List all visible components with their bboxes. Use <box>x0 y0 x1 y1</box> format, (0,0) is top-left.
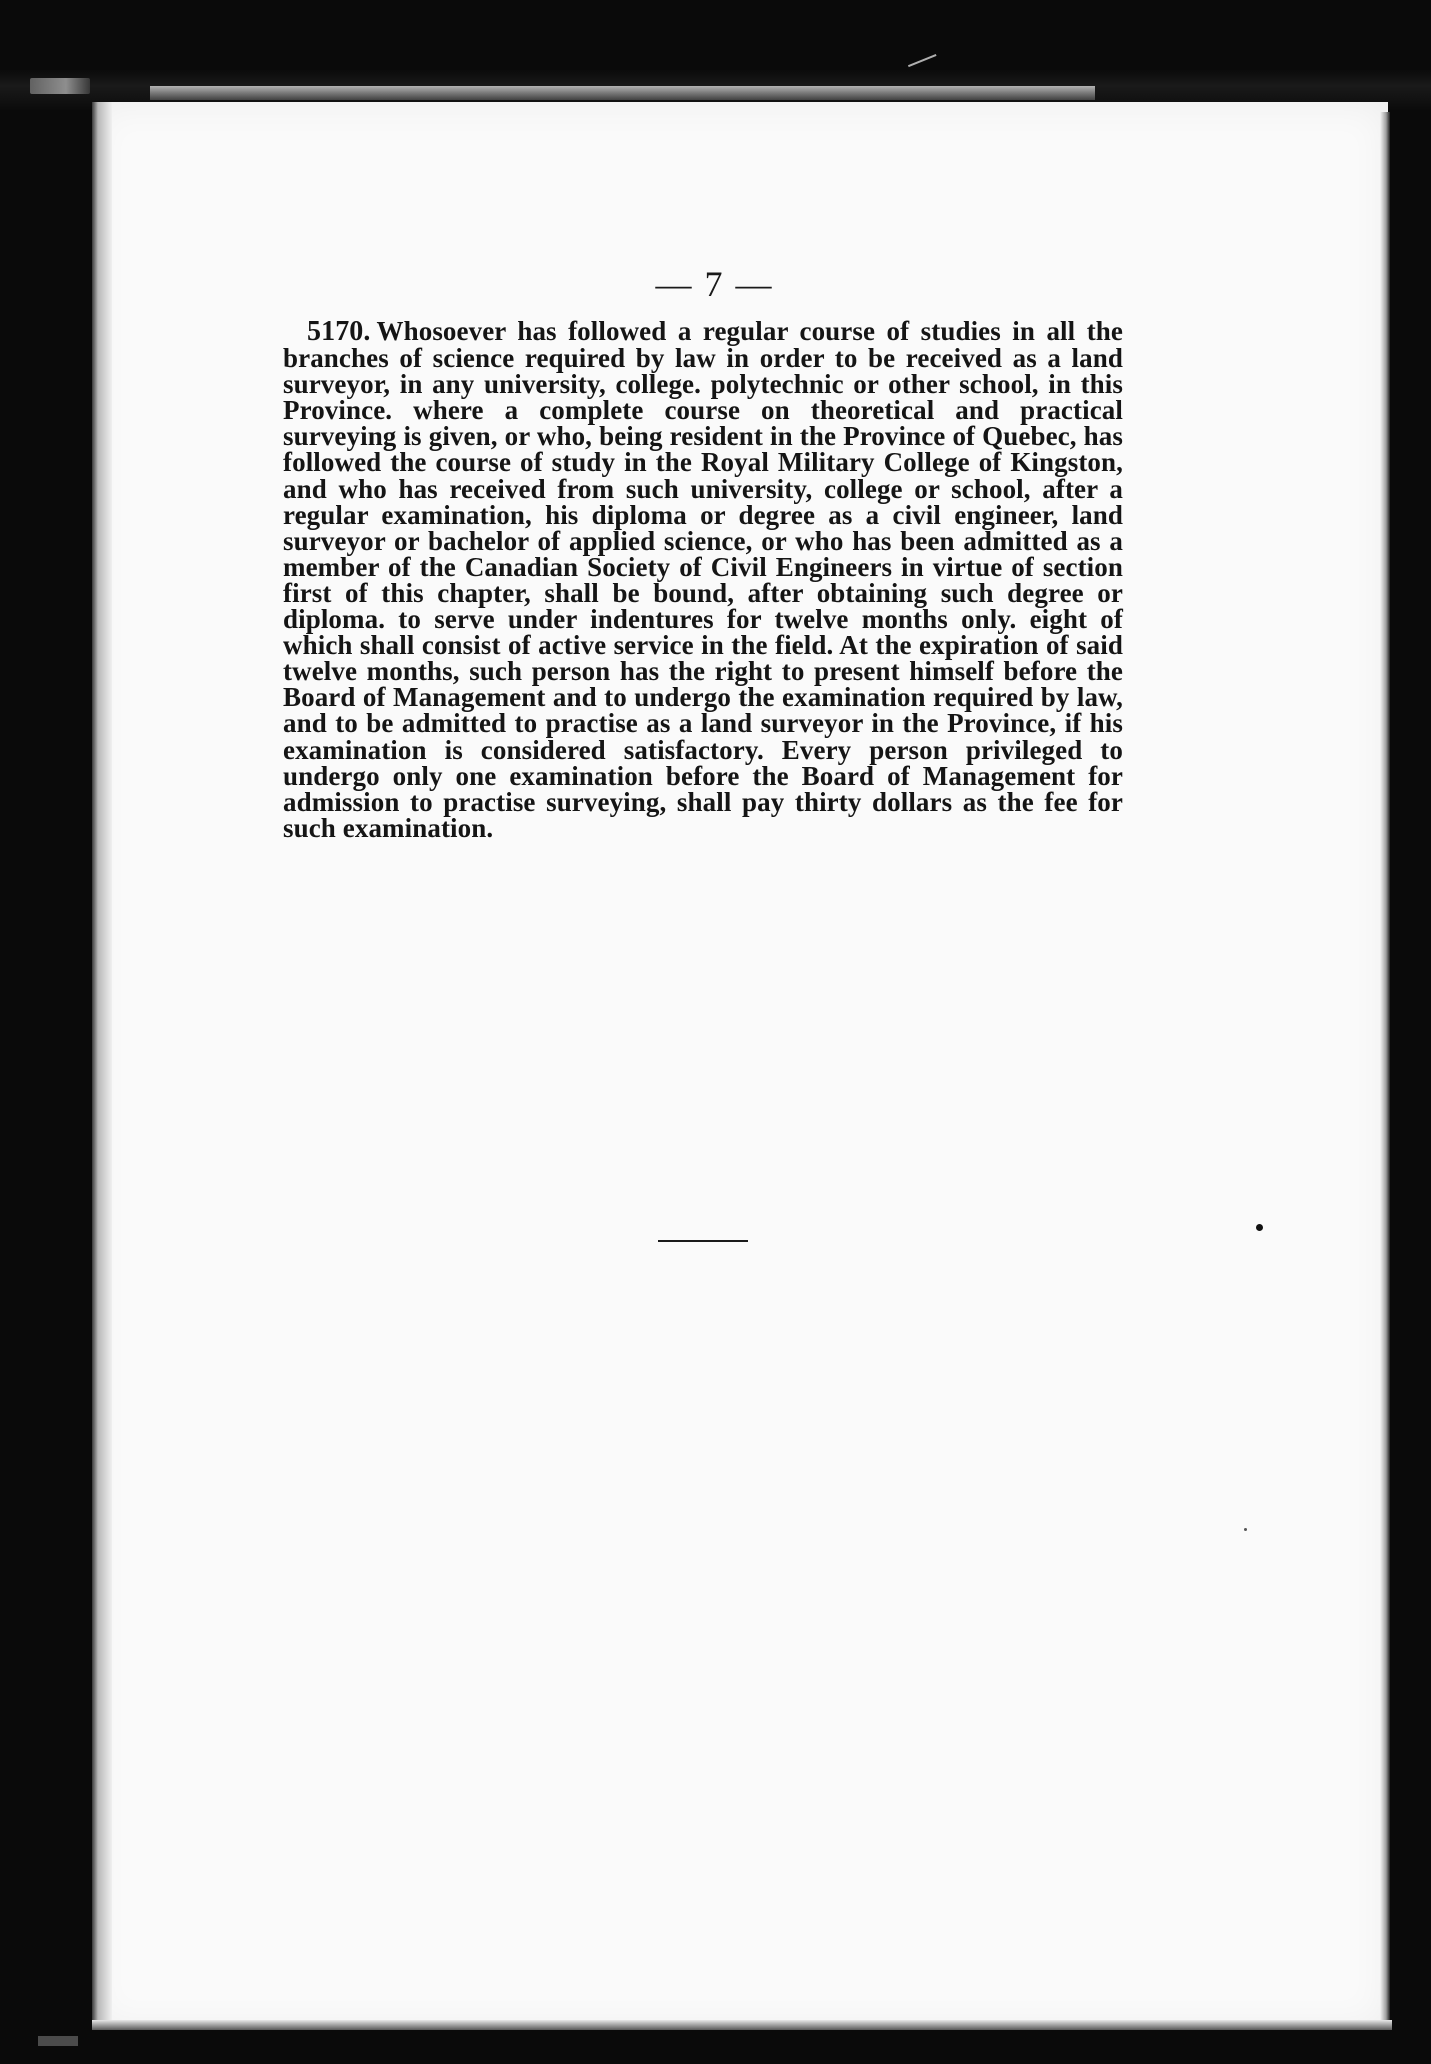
scan-scratch <box>903 43 936 67</box>
section-number: 5170. <box>307 316 371 347</box>
page-bottom-edge <box>92 2020 1392 2030</box>
page-binding-edge <box>92 102 112 2030</box>
scan-smudge <box>30 78 90 94</box>
ink-dot <box>1256 1224 1263 1231</box>
paragraph-text: Whosoever has followed a regular course of studies in all the branches of science required by law in order to be received as a land surveyor, in any university, college. polytechnic or other school, in this Province. where a complete course on theoretical and practical surveying is given, or who, being resident in the Province of Quebec, has followed the course of study in the Royal Military College of Kingston, and who has received from such university, college or school, after a regular examination, his diploma or degree as a civil engineer, land surveyor or bachelor of applied science, or who has been admitted as a member of the Canadian Society of Civil Engineers in virtue of section first of this chapter, shall be bound, after obtaining such degree or diploma. to serve under indentures for twelve months only. eight of which shall consist of active service in the field. At the expiration of said twelve months, such person has the right to present himself before the Board of Management and to undergo the examination required by law, and to be admitted to practise as a land surveyor in the Province, if his examination is considered satisfactory. Every person privileged to undergo only one examination before the Board of Management for admission to practise surveying, shall pay thirty dollars as the fee for such examination. <box>283 316 1123 843</box>
page-number <box>0 263 1431 305</box>
page-number-text: — 7 — <box>655 264 774 304</box>
ink-speck <box>1244 1528 1247 1531</box>
page-right-edge <box>1380 112 1390 2022</box>
scan-smudge-band <box>150 86 1095 100</box>
scan-smudge-bottom <box>38 2036 78 2046</box>
section-paragraph <box>283 318 1123 841</box>
closing-rule <box>658 1240 748 1242</box>
